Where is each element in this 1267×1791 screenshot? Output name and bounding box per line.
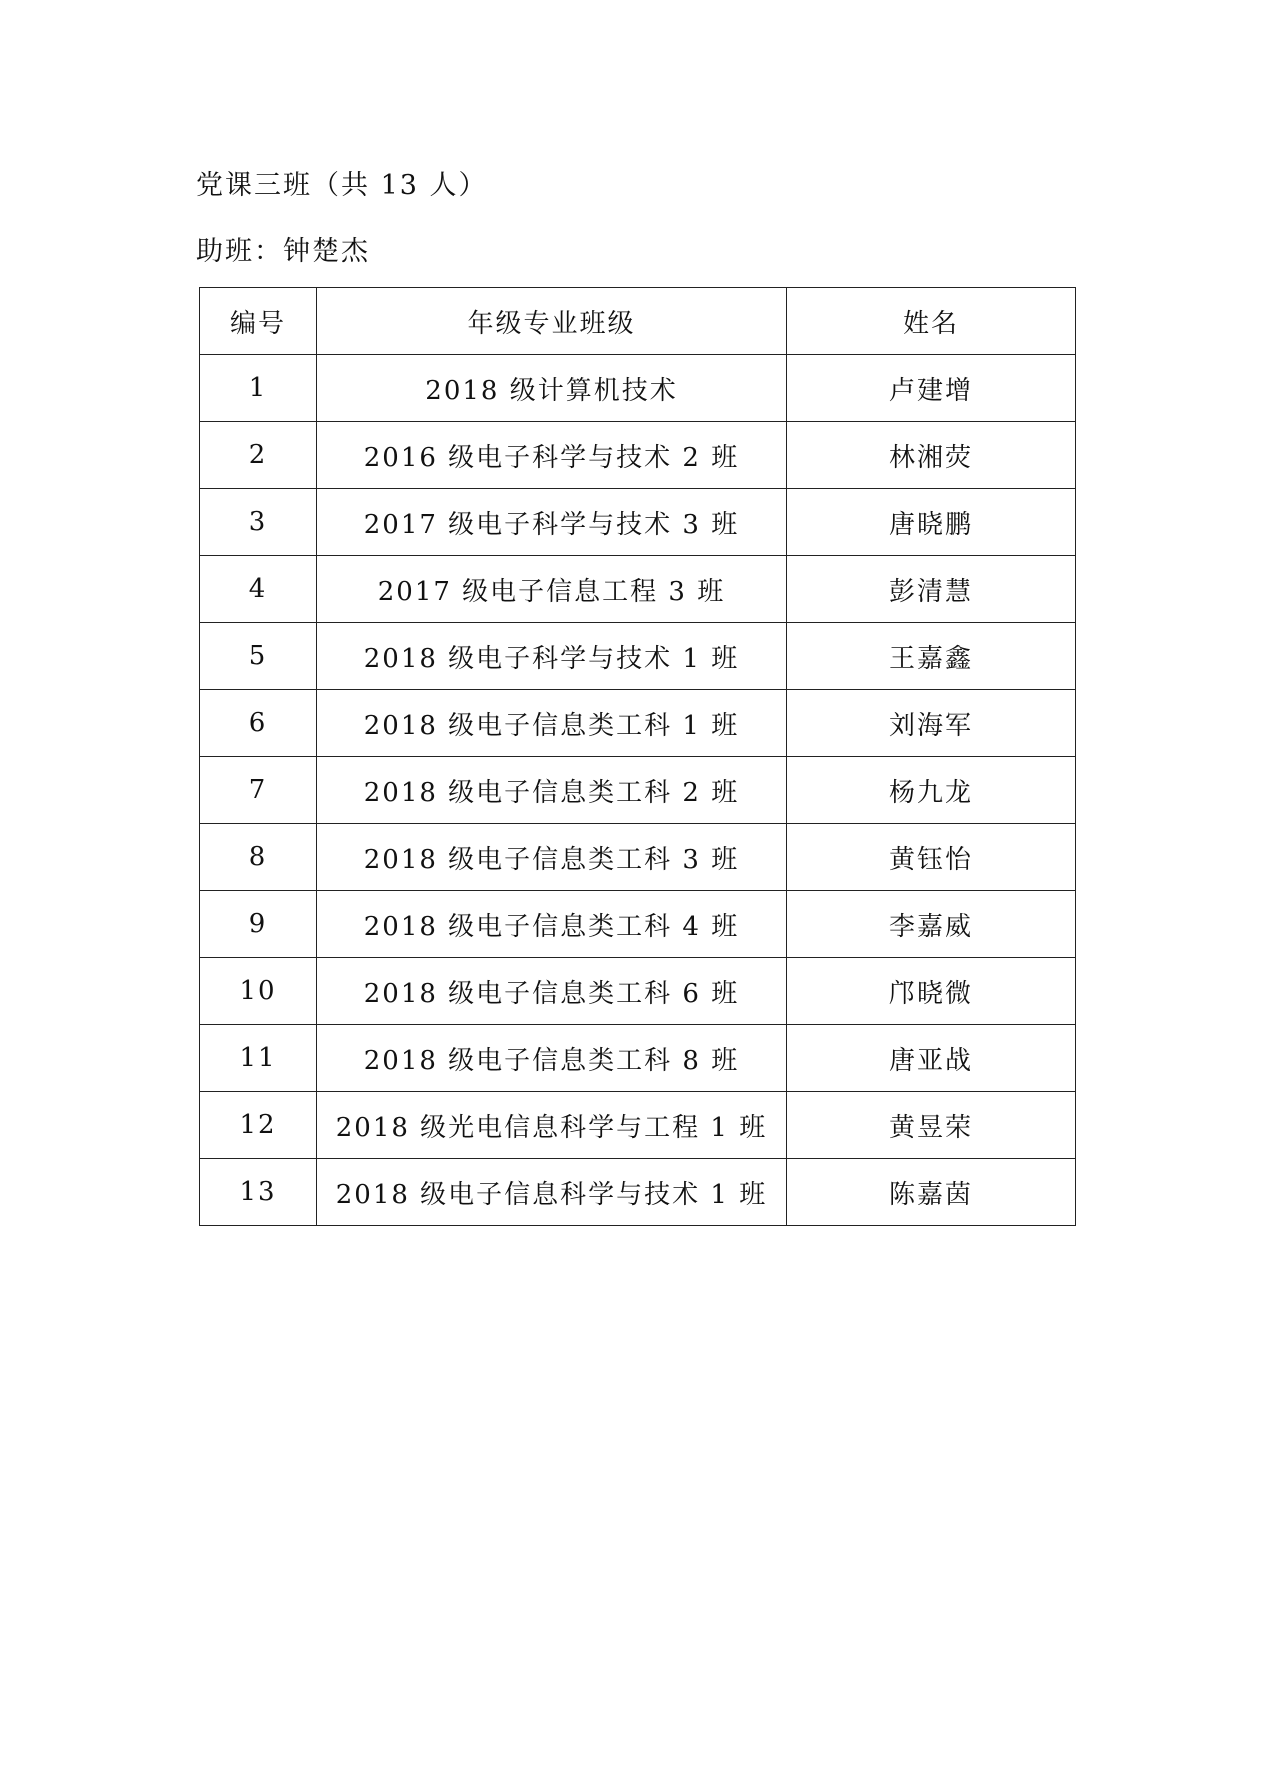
row-class: 2018 级电子信息类工科 4 班	[317, 891, 787, 958]
row-name: 王嘉鑫	[787, 623, 1076, 690]
table-row	[200, 355, 1076, 422]
row-number: 10	[200, 958, 317, 1025]
row-name: 李嘉威	[787, 891, 1076, 958]
row-number: 9	[200, 891, 317, 958]
table-row	[200, 1025, 1076, 1092]
row-class: 2018 级电子信息科学与技术 1 班	[317, 1159, 787, 1226]
page-title: 党课三班（共 13 人）	[196, 170, 488, 201]
table-row	[200, 757, 1076, 824]
row-name: 卢建增	[787, 355, 1076, 422]
table-header-row	[200, 288, 1076, 355]
row-number: 7	[200, 757, 317, 824]
row-class: 2018 级电子信息类工科 6 班	[317, 958, 787, 1025]
header-number: 编号	[200, 288, 317, 355]
table-row	[200, 824, 1076, 891]
row-class: 2018 级电子信息类工科 3 班	[317, 824, 787, 891]
row-class: 2017 级电子信息工程 3 班	[317, 556, 787, 623]
table-row	[200, 958, 1076, 1025]
row-class: 2018 级电子信息类工科 8 班	[317, 1025, 787, 1092]
row-number: 2	[200, 422, 317, 489]
table-row	[200, 891, 1076, 958]
assistant-line: 助班：钟楚杰	[196, 236, 370, 267]
table-row	[200, 489, 1076, 556]
row-name: 陈嘉茵	[787, 1159, 1076, 1226]
row-name: 林湘荧	[787, 422, 1076, 489]
table-row	[200, 1092, 1076, 1159]
row-number: 1	[200, 355, 317, 422]
row-class: 2018 级电子信息类工科 2 班	[317, 757, 787, 824]
row-number: 11	[200, 1025, 317, 1092]
row-number: 5	[200, 623, 317, 690]
row-number: 12	[200, 1092, 317, 1159]
table-row	[200, 422, 1076, 489]
row-class: 2018 级计算机技术	[317, 355, 787, 422]
table-row	[200, 623, 1076, 690]
table-row	[200, 556, 1076, 623]
row-class: 2018 级光电信息科学与工程 1 班	[317, 1092, 787, 1159]
table-row	[200, 1159, 1076, 1226]
row-number: 4	[200, 556, 317, 623]
row-name: 唐晓鹏	[787, 489, 1076, 556]
header-class: 年级专业班级	[317, 288, 787, 355]
table-row	[200, 690, 1076, 757]
row-number: 6	[200, 690, 317, 757]
row-class: 2016 级电子科学与技术 2 班	[317, 422, 787, 489]
row-number: 3	[200, 489, 317, 556]
row-class: 2018 级电子信息类工科 1 班	[317, 690, 787, 757]
row-name: 彭清慧	[787, 556, 1076, 623]
row-name: 邝晓微	[787, 958, 1076, 1025]
row-name: 黄昱荣	[787, 1092, 1076, 1159]
row-name: 唐亚战	[787, 1025, 1076, 1092]
header-name: 姓名	[787, 288, 1076, 355]
row-number: 8	[200, 824, 317, 891]
row-name: 黄钰怡	[787, 824, 1076, 891]
row-name: 杨九龙	[787, 757, 1076, 824]
row-class: 2018 级电子科学与技术 1 班	[317, 623, 787, 690]
row-number: 13	[200, 1159, 317, 1226]
row-class: 2017 级电子科学与技术 3 班	[317, 489, 787, 556]
roster-table	[199, 287, 1076, 1226]
row-name: 刘海军	[787, 690, 1076, 757]
